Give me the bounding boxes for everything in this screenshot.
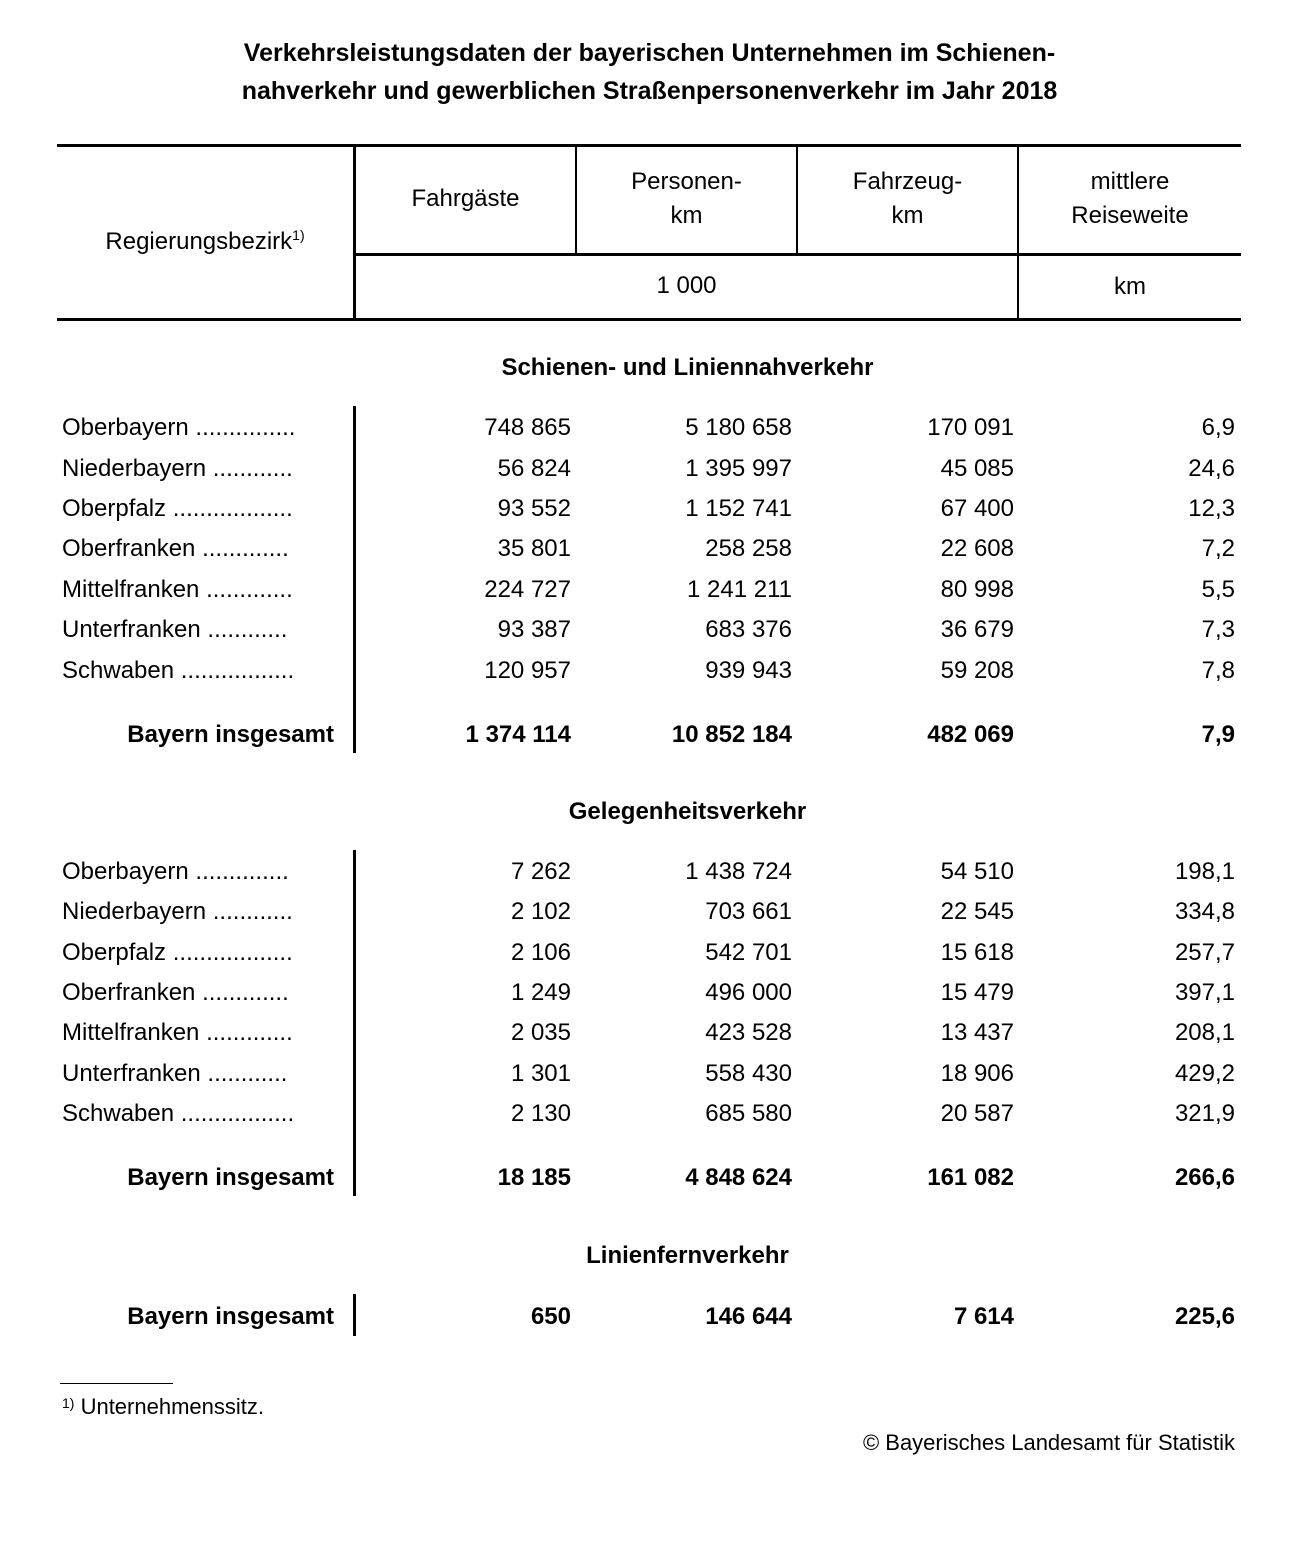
header-col-fahrzeug-km-line-2: km [891,202,924,229]
cell-fahrzeug-km: 45 085 [940,455,1014,482]
row-label: Oberbayern .............. [62,858,289,885]
cell-reiseweite: 5,5 [1201,576,1235,603]
header-unit-thousand: 1 000 [656,272,717,299]
cell-reiseweite: 208,1 [1174,1019,1235,1046]
cell-fahrgaeste: 120 957 [484,657,571,684]
table-row-total [0,715,1299,755]
cell-personen-km: 939 943 [705,657,792,684]
cell-reiseweite: 7,2 [1201,535,1235,562]
cell-reiseweite: 7,3 [1201,616,1235,643]
cell-fahrgaeste: 7 262 [510,858,571,885]
cell-reiseweite: 321,9 [1174,1100,1235,1127]
cell-fahrzeug-km: 15 479 [940,979,1014,1006]
row-label: Unterfranken ............ [62,616,288,643]
header-col-personen-km [577,165,796,233]
cell-reiseweite-total: 225,6 [1174,1303,1235,1330]
cell-personen-km: 496 000 [705,979,792,1006]
cell-personen-km: 1 395 997 [685,455,792,482]
row-label: Mittelfranken ............. [62,576,293,603]
cell-personen-km-total: 4 848 624 [685,1164,792,1191]
cell-fahrgaeste: 2 102 [510,898,571,925]
table-row [0,1013,1299,1053]
header-top-rule [57,144,1241,147]
row-label: Oberpfalz .................. [62,939,293,966]
table-row [0,570,1299,610]
cell-reiseweite: 198,1 [1174,858,1235,885]
cell-fahrzeug-km: 170 091 [927,414,1014,441]
cell-fahrgaeste: 2 106 [510,939,571,966]
cell-fahrgaeste: 93 552 [497,495,571,522]
header-col-fahrzeug-km [798,165,1017,233]
row-label-total: Bayern insgesamt [127,1303,334,1330]
cell-fahrgaeste: 224 727 [484,576,571,603]
table-row [0,610,1299,650]
cell-reiseweite: 397,1 [1174,979,1235,1006]
header-col-personen-km-line-2: km [670,202,703,229]
cell-reiseweite: 6,9 [1201,414,1235,441]
cell-fahrzeug-km: 15 618 [940,939,1014,966]
row-label-total: Bayern insgesamt [127,721,334,748]
cell-fahrzeug-km-total: 482 069 [927,721,1014,748]
cell-fahrgaeste-total: 18 185 [497,1164,571,1191]
cell-personen-km: 685 580 [705,1100,792,1127]
cell-reiseweite-total: 7,9 [1201,721,1235,748]
cell-personen-km: 558 430 [705,1060,792,1087]
table-row [0,651,1299,691]
table-row [0,489,1299,529]
footnote-text: Unternehmenssitz. [74,1394,264,1419]
table-row [0,933,1299,973]
cell-fahrzeug-km: 54 510 [940,858,1014,885]
row-label: Oberbayern ............... [62,414,296,441]
cell-personen-km: 5 180 658 [685,414,792,441]
table-row [0,973,1299,1013]
section-title-schienen-liniennahverkehr: Schienen- und Liniennahverkehr [501,354,874,381]
cell-fahrzeug-km: 80 998 [940,576,1014,603]
cell-fahrzeug-km: 20 587 [940,1100,1014,1127]
cell-fahrgaeste: 1 249 [510,979,571,1006]
table-row [0,449,1299,489]
row-label: Unterfranken ............ [62,1060,288,1087]
cell-personen-km: 703 661 [705,898,792,925]
cell-personen-km-total: 10 852 184 [671,721,792,748]
header-stub [57,218,353,259]
cell-reiseweite: 257,7 [1174,939,1235,966]
section-title-gelegenheitsverkehr: Gelegenheitsverkehr [568,798,807,825]
cell-personen-km: 258 258 [705,535,792,562]
cell-fahrgaeste: 748 865 [484,414,571,441]
header-col-mittlere-reiseweite-line-1: mittlere [1090,168,1170,195]
header-stub-label: Regierungsbezirk [105,228,293,255]
cell-reiseweite: 12,3 [1188,495,1235,522]
cell-fahrgaeste: 93 387 [497,616,571,643]
row-label: Schwaben ................. [62,657,295,684]
table-row [0,1094,1299,1134]
cell-fahrgaeste: 56 824 [497,455,571,482]
cell-fahrzeug-km: 36 679 [940,616,1014,643]
cell-fahrgaeste-total: 650 [530,1303,571,1330]
table-row [0,852,1299,892]
cell-reiseweite: 334,8 [1174,898,1235,925]
header-col-personen-km-line-1: Personen- [631,168,742,195]
header-col-fahrgaeste [356,182,575,216]
header-mid-rule [355,253,1241,256]
row-label: Oberfranken ............. [62,979,289,1006]
cell-personen-km: 423 528 [705,1019,792,1046]
copyright-notice: © Bayerisches Landesamt für Statistik [862,1430,1235,1455]
cell-fahrzeug-km: 18 906 [940,1060,1014,1087]
cell-fahrzeug-km: 67 400 [940,495,1014,522]
cell-fahrgaeste: 2 130 [510,1100,571,1127]
footnote [62,1392,264,1422]
cell-fahrzeug-km-total: 161 082 [927,1164,1014,1191]
cell-fahrzeug-km: 22 545 [940,898,1014,925]
header-unit-km: km [1114,273,1146,300]
cell-fahrgaeste: 2 035 [510,1019,571,1046]
cell-fahrgaeste: 35 801 [497,535,571,562]
table-row-total [0,1158,1299,1198]
cell-personen-km: 542 701 [705,939,792,966]
row-label: Schwaben ................. [62,1100,295,1127]
cell-fahrgaeste: 1 301 [510,1060,571,1087]
header-col-fahrzeug-km-line-1: Fahrzeug- [852,168,963,195]
row-label-total: Bayern insgesamt [127,1164,334,1191]
header-bottom-rule [57,318,1241,321]
footnote-marker: 1) [62,1395,75,1411]
cell-fahrzeug-km: 13 437 [940,1019,1014,1046]
table-title-line-2: nahverkehr und gewerblichen Straßenpersonenverkehr im Jahr 2018 [241,77,1058,105]
row-label: Oberfranken ............. [62,535,289,562]
section-title-linienfernverkehr: Linienfernverkehr [586,1242,789,1269]
cell-fahrzeug-km: 22 608 [940,535,1014,562]
cell-personen-km-total: 146 644 [705,1303,792,1330]
cell-reiseweite: 7,8 [1201,657,1235,684]
row-label: Mittelfranken ............. [62,1019,293,1046]
table-row-total [0,1297,1299,1337]
table-row [0,892,1299,932]
table-title [0,34,1299,110]
header-col-fahrgaeste-label: Fahrgäste [411,185,520,212]
header-col-mittlere-reiseweite-line-2: Reiseweite [1071,202,1189,229]
cell-personen-km: 683 376 [705,616,792,643]
footnote-separator [60,1383,173,1384]
cell-fahrgaeste-total: 1 374 114 [465,721,571,748]
header-stub-footnote-marker: 1) [292,227,305,243]
table-row [0,529,1299,569]
table-title-line-1: Verkehrsleistungsdaten der bayerischen Unternehmen im Schienen- [243,39,1056,67]
cell-reiseweite: 429,2 [1174,1060,1235,1087]
cell-personen-km: 1 241 211 [687,576,792,603]
header-col-mittlere-reiseweite [1019,165,1241,233]
table-row [0,1054,1299,1094]
cell-fahrzeug-km-total: 7 614 [953,1303,1014,1330]
row-label: Niederbayern ............ [62,898,293,925]
cell-reiseweite: 24,6 [1188,455,1235,482]
row-label: Oberpfalz .................. [62,495,293,522]
cell-personen-km: 1 152 741 [685,495,792,522]
cell-reiseweite-total: 266,6 [1174,1164,1235,1191]
cell-fahrzeug-km: 59 208 [940,657,1014,684]
cell-personen-km: 1 438 724 [685,858,792,885]
row-label: Niederbayern ............ [62,455,293,482]
table-row [0,408,1299,448]
